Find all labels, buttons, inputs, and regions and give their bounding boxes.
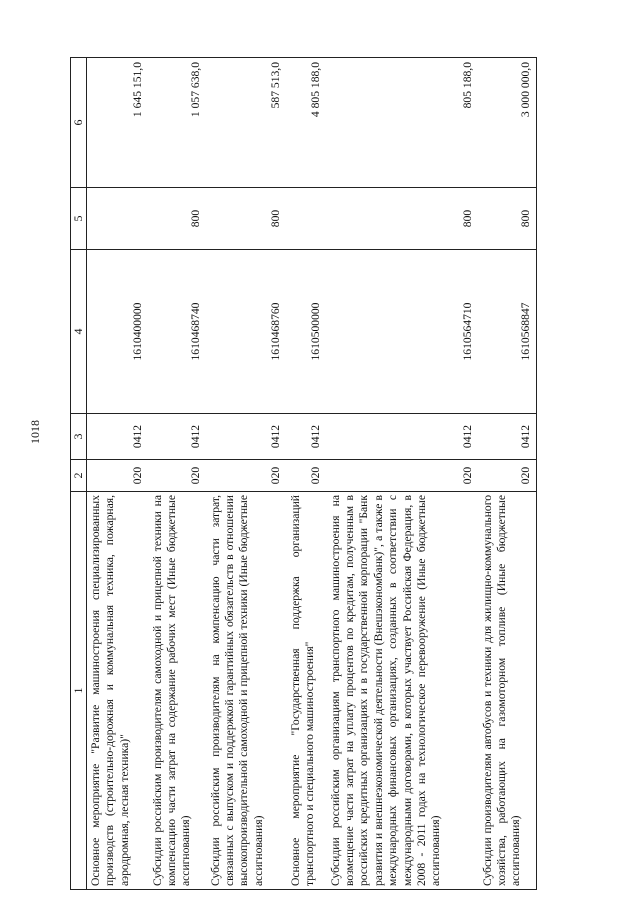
header-col-4: 4 xyxy=(71,250,87,414)
row-col-5: 800 xyxy=(149,188,207,250)
row-col-4: 1610468740 xyxy=(149,250,207,414)
row-col-4: 1610500000 xyxy=(287,250,327,414)
row-col-2: 020 xyxy=(87,460,149,492)
row-col-2: 020 xyxy=(149,460,207,492)
row-description: Субсидии российским производителям самоходной и прицепной техники на компенсацию части затрат на содержание рабочих мест (Иные бюджетные ассигнования) xyxy=(149,492,207,890)
row-amount: 587 513,0 xyxy=(207,58,287,188)
row-col-4: 1610468760 xyxy=(207,250,287,414)
row-amount: 4 805 188,0 xyxy=(287,58,327,188)
row-col-4: 1610568847 xyxy=(479,250,537,414)
row-col-3: 0412 xyxy=(479,414,537,460)
header-col-1: 1 xyxy=(71,492,87,890)
row-col-5 xyxy=(87,188,149,250)
row-amount: 1 057 638,0 xyxy=(149,58,207,188)
row-col-2: 020 xyxy=(327,460,479,492)
header-col-6: 6 xyxy=(71,58,87,188)
header-col-5: 5 xyxy=(71,188,87,250)
row-description: Субсидии российским производителям на компенсацию части затрат, связанных с выпуском и поддержкой гарантийных обязательств в отношении высокопроизводительной самоходной и прицепной техники (Иные бюджетные ассигнования) xyxy=(207,492,287,890)
header-col-3: 3 xyxy=(71,414,87,460)
row-col-3: 0412 xyxy=(287,414,327,460)
budget-table-container xyxy=(70,58,606,890)
row-col-5: 800 xyxy=(327,188,479,250)
row-amount: 3 000 000,0 xyxy=(479,58,537,188)
header-col-2: 2 xyxy=(71,460,87,492)
row-col-4: 1610400000 xyxy=(87,250,149,414)
table-row xyxy=(327,58,479,890)
row-description: Основное мероприятие "Развитие машиностроения специализированных производств (строительно-дорожная и коммунальная техника, пожарная, аэродромная, лесная техника)" xyxy=(87,492,149,890)
budget-table xyxy=(70,57,537,890)
row-col-2: 020 xyxy=(479,460,537,492)
row-col-2: 020 xyxy=(287,460,327,492)
row-amount: 1 645 151,0 xyxy=(87,58,149,188)
row-col-3: 0412 xyxy=(207,414,287,460)
row-description: Субсидии российским организациям транспортного машиностроения на возмещение части затрат на уплату процентов по кредитам, полученным в российских кредитных организациях и в государственной корпорации "Банк развития и внешнеэкономической деятельности (Внешэкономбанк)", а также в международных финансовых организациях, созданных в соответствии с международными договорами, в которых участвует Российская Федерация, в 2008 - 2011 годах на технологическое перевооружение (Иные бюджетные ассигнования) xyxy=(327,492,479,890)
row-col-4: 1610564710 xyxy=(327,250,479,414)
row-col-5 xyxy=(287,188,327,250)
table-row xyxy=(287,58,327,890)
row-amount: 805 188,0 xyxy=(327,58,479,188)
table-row xyxy=(479,58,537,890)
row-col-3: 0412 xyxy=(87,414,149,460)
row-description: Субсидии производителям автобусов и техники для жилищно-коммунального хозяйства, работающих на газомоторном топливе (Иные бюджетные ассигнования) xyxy=(479,492,537,890)
row-col-2: 020 xyxy=(207,460,287,492)
table-row xyxy=(207,58,287,890)
row-col-5: 800 xyxy=(207,188,287,250)
table-row xyxy=(149,58,207,890)
header-row xyxy=(71,58,87,890)
row-description: Основное мероприятие "Государственная поддержка организаций транспортного и специального машиностроения" xyxy=(287,492,327,890)
page-number: 1018 xyxy=(28,420,42,444)
row-col-3: 0412 xyxy=(149,414,207,460)
row-col-3: 0412 xyxy=(327,414,479,460)
row-col-5: 800 xyxy=(479,188,537,250)
table-row xyxy=(87,58,149,890)
